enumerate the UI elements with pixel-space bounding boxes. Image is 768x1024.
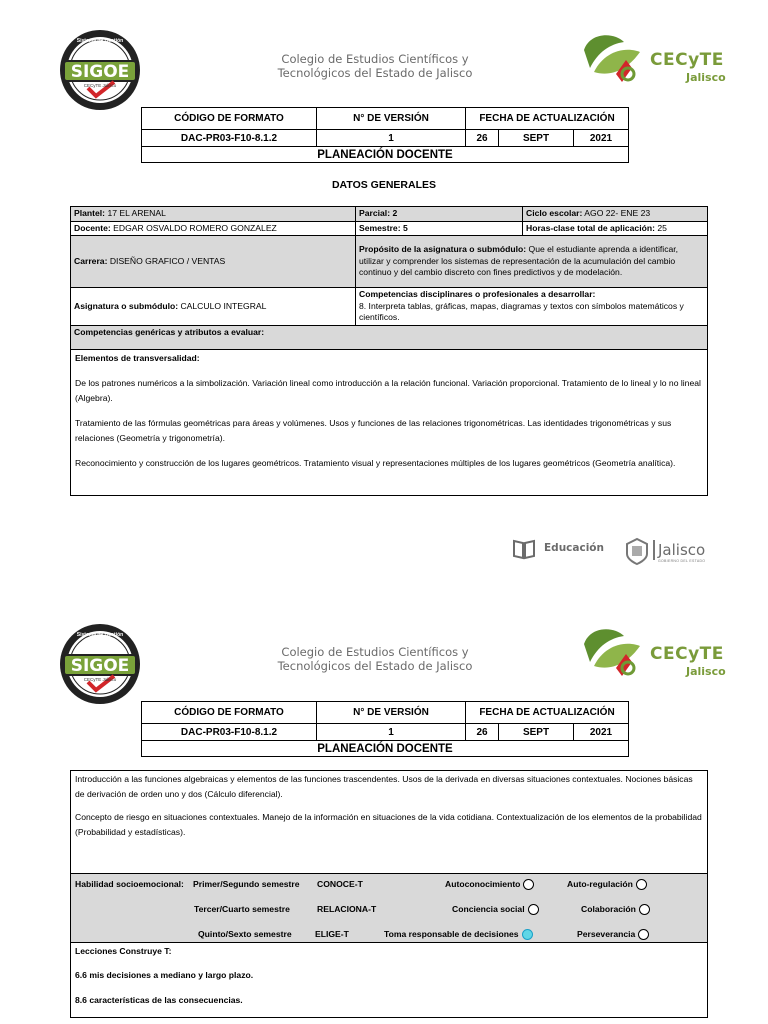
format-month-2: SEPT [499, 724, 574, 741]
colaboracion-radio-icon[interactable] [639, 904, 650, 915]
sigoe-seal-2 [58, 622, 142, 706]
book-icon [512, 538, 536, 560]
socio-opt-toma-decisiones[interactable] [384, 927, 533, 942]
format-code-2: DAC-PR03-F10-8.1.2 [142, 724, 317, 741]
socio-opt-colaboracion[interactable] [581, 902, 650, 917]
socio-opt-conciencia[interactable] [452, 902, 539, 917]
format-date-header-2: FECHA DE ACTUALIZACIÓN [466, 702, 629, 724]
ciclo-value: AGO 22- ENE 23 [584, 208, 651, 218]
ciclo-label: Ciclo escolar: [526, 208, 583, 218]
college-line1: Colegio de Estudios Científicos y [281, 52, 469, 66]
carrera-label: Carrera: [74, 255, 108, 266]
socio-opt-autoconocimiento[interactable] [445, 877, 534, 892]
transversal-heading: Elementos de transversalidad: [75, 353, 200, 363]
coat-of-arms-icon [622, 536, 652, 566]
socio-val-3: ELIGE-T [315, 929, 349, 939]
conciencia-radio-icon[interactable] [528, 904, 539, 915]
leccion-2: 8.6 características de las consecuencias. [75, 995, 243, 1005]
cecyte-leaf-icon-2 [580, 624, 650, 684]
seal-main-text-2: SIGOE [70, 656, 130, 676]
brand-name: CECyTE [650, 50, 724, 70]
semestre-value: 5 [402, 222, 408, 233]
transversal-probabilidad: Concepto de riesgo en situaciones contextuales. Manejo de la información en situaciones de la vida cotidiana. Contextualización de los elementos de la probabilidad (Probabilidad y estadísticas). [75, 812, 702, 837]
toma-decisiones-radio-icon[interactable] [522, 929, 533, 940]
college-line2-2: Tecnológicos del Estado de Jalisco [277, 659, 473, 673]
general-heading: DATOS GENERALES [331, 179, 437, 191]
gobierno-text: GOBIERNO DEL ESTADO [658, 559, 706, 563]
format-table-2 [141, 701, 629, 757]
format-version-header: N° DE VERSIÓN [317, 108, 466, 130]
colaboracion-label: Colaboración [581, 904, 636, 914]
seal-top-text-2: Sistema de Gestión [76, 632, 124, 638]
format-version-2: 1 [317, 724, 466, 741]
proposito-value: Que el estudiante aprenda a identificar, utilizar y comprender los sistemas de representación de la acumulación del cambio continuo y del cambio discreto con fines predictivos y de modelación. [359, 244, 679, 278]
seal-main-text: SIGOE [70, 62, 130, 82]
transversal-box-2 [70, 770, 708, 873]
plantel-label: Plantel: [74, 208, 106, 218]
carrera-value: DISEÑO GRAFICO / VENTAS [109, 255, 226, 266]
transversal-calculo: Introducción a las funciones algebraicas y elementos de las funciones trascendentes. Usos de la derivada en diversas situaciones contextuales. Nociones básicas de derivación de orden uno y dos (Cálculo diferencial). [75, 774, 693, 799]
perseverancia-label: Perseverancia [577, 929, 636, 939]
autorregulacion-radio-icon[interactable] [636, 879, 647, 890]
asignatura-value: CALCULO INTEGRAL [180, 300, 267, 311]
horas-value: 25 [657, 222, 667, 233]
plantel-value: 17 EL ARENAL [107, 208, 166, 218]
socio-val-1: CONOCE-T [317, 879, 363, 889]
parcial-value: 2 [392, 208, 398, 218]
socio-sem-2: Tercer/Cuarto semestre [194, 904, 290, 914]
semestre-label: Semestre: [359, 222, 401, 233]
format-code-header: CÓDIGO DE FORMATO [142, 108, 317, 130]
format-code: DAC-PR03-F10-8.1.2 [142, 130, 317, 147]
college-name-2 [250, 645, 500, 673]
proposito-label: Propósito de la asignatura o submódulo: [359, 244, 527, 255]
lecciones-heading: Lecciones Construye T: [75, 946, 172, 956]
format-title-2: PLANEACIÓN DOCENTE [142, 741, 629, 757]
socio-sem-3: Quinto/Sexto semestre [198, 929, 292, 939]
seal-sub-text: CECyTE Jalisco [83, 83, 117, 88]
asignatura-label: Asignatura o submódulo: [74, 300, 179, 311]
format-code-header-2: CÓDIGO DE FORMATO [142, 702, 317, 724]
format-year: 2021 [574, 130, 629, 147]
competencias-disc-label: Competencias disciplinares o profesionales a desarrollar: [359, 289, 596, 300]
footer-divider [653, 540, 655, 560]
transversal-geometria: Tratamiento de las fórmulas geométricas para áreas y volúmenes. Usos y funciones de las relaciones trigonométricas. Las identidades trigonométricas y sus relaciones (Geometría y trigonometría). [75, 418, 672, 443]
socio-val-2: RELACIONA-T [317, 904, 377, 914]
socio-sem-1: Primer/Segundo semestre [193, 879, 300, 889]
lecciones-box [70, 942, 708, 1018]
jalisco-text: Jalisco [658, 541, 706, 559]
format-version: 1 [317, 130, 466, 147]
socio-opt-perseverancia[interactable] [577, 927, 649, 942]
seal-sub-text-2: CECyTE Jalisco [83, 677, 117, 682]
college-name [250, 52, 500, 80]
cecyte-leaf-icon [580, 30, 650, 90]
autoconocimiento-radio-icon[interactable] [523, 879, 534, 890]
brand-name-2: CECyTE [650, 644, 724, 664]
format-year-2: 2021 [574, 724, 629, 741]
cecyte-logo-2 [580, 624, 730, 684]
docente-value: EDGAR OSVALDO ROMERO GONZALEZ [113, 222, 277, 233]
brand-sub: Jalisco [686, 71, 726, 84]
docente-label: Docente: [74, 222, 111, 233]
conciencia-label: Conciencia social [452, 904, 525, 914]
brand-sub-2: Jalisco [686, 665, 726, 678]
socio-opt-autorregulacion[interactable] [567, 877, 647, 892]
horas-label: Horas-clase total de aplicación: [526, 222, 655, 233]
seal-top-text: Sistema de Gestión [76, 38, 124, 44]
college-line1-2: Colegio de Estudios Científicos y [281, 645, 469, 659]
socio-label: Habilidad socioemocional: [75, 879, 184, 889]
format-version-header-2: N° DE VERSIÓN [317, 702, 466, 724]
competencias-disc-value: 8. Interpreta tablas, gráficas, mapas, diagramas y textos con símbolos matemáticos y científicos. [359, 300, 684, 323]
perseverancia-radio-icon[interactable] [638, 929, 649, 940]
sigoe-seal [58, 28, 142, 112]
autoconocimiento-label: Autoconocimiento [445, 879, 521, 889]
format-title: PLANEACIÓN DOCENTE [142, 147, 629, 163]
format-date-header: FECHA DE ACTUALIZACIÓN [466, 108, 629, 130]
format-month: SEPT [499, 130, 574, 147]
format-day: 26 [466, 130, 499, 147]
toma-decisiones-label: Toma responsable de decisiones [384, 929, 519, 939]
jalisco-logo [622, 534, 714, 568]
autorregulacion-label: Auto-regulación [567, 879, 633, 889]
competencias-gen-label: Competencias genéricas y atributos a evaluar: [74, 327, 265, 337]
educacion-text: Educación [544, 542, 604, 554]
cecyte-logo [580, 30, 730, 90]
format-day-2: 26 [466, 724, 499, 741]
educacion-logo [512, 538, 612, 562]
college-line2: Tecnológicos del Estado de Jalisco [277, 66, 473, 80]
leccion-1: 6.6 mis decisiones a mediano y largo plazo. [75, 970, 254, 980]
transversal-analitica: Reconocimiento y construcción de los lugares geométricos. Tratamiento visual y representaciones múltiples de los lugares geométricos (Geometría analítica). [75, 458, 676, 468]
socioemocional-box [70, 873, 708, 943]
parcial-label: Parcial: [359, 208, 391, 218]
transversal-box [70, 349, 708, 496]
general-table [70, 206, 708, 350]
format-table [141, 107, 629, 163]
transversal-algebra: De los patrones numéricos a la simbolización. Variación lineal como introducción a la relación funcional. Variación proporcional. Tratamiento de lo lineal y lo no lineal (Algebra). [75, 378, 701, 403]
